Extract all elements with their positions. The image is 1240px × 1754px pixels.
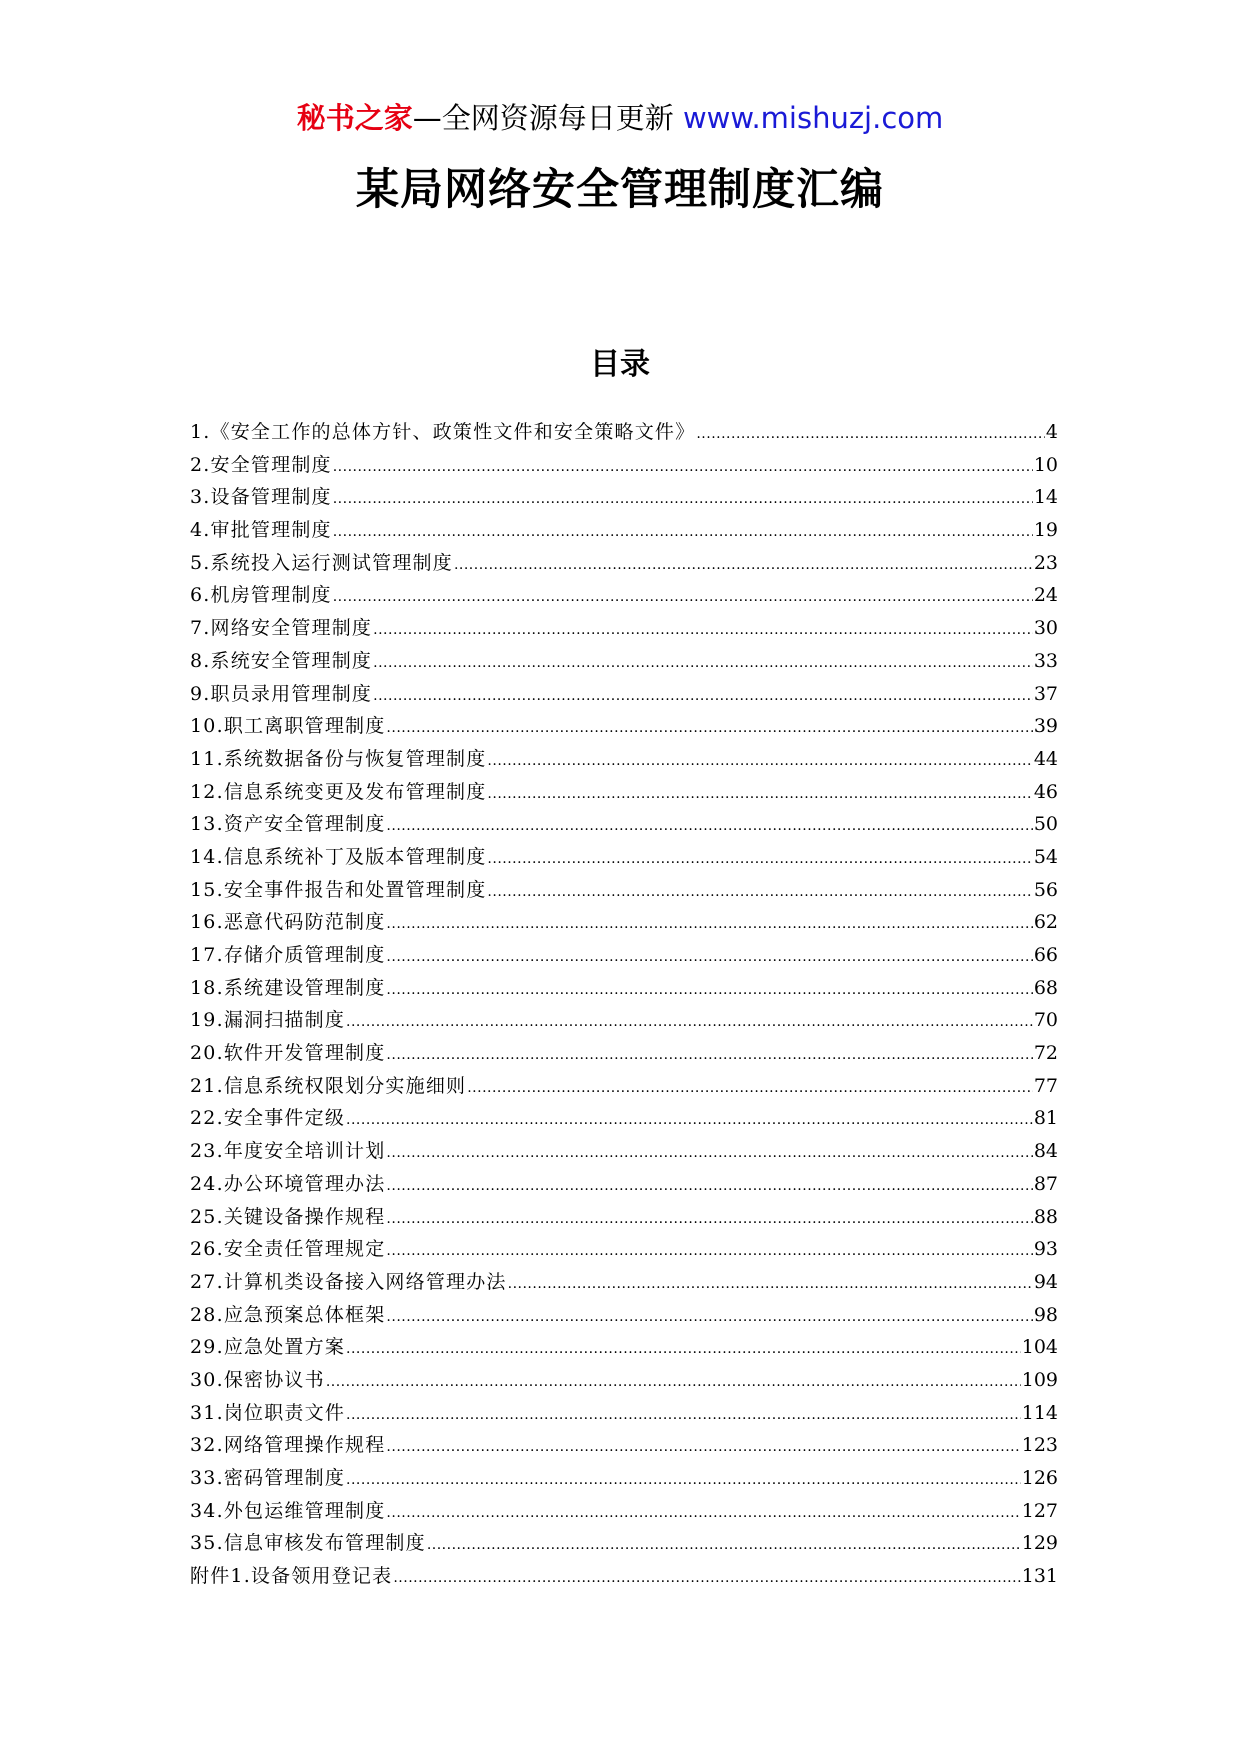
- toc-page-number: 114: [1021, 1401, 1058, 1424]
- toc-dot-leader: [386, 974, 1032, 1007]
- toc-entry-title: 32.网络管理操作规程: [190, 1434, 386, 1457]
- toc-entry-title: 25.关键设备操作规程: [190, 1205, 386, 1228]
- toc-entry-title: 2.安全管理制度: [190, 453, 332, 476]
- toc-entry-title: 19.漏洞扫描制度: [190, 1009, 346, 1032]
- toc-page-number: 77: [1033, 1074, 1058, 1097]
- toc-page-number: 127: [1021, 1499, 1058, 1522]
- toc-page-number: 126: [1021, 1467, 1058, 1489]
- toc-entry-title: 33.密码管理制度: [190, 1467, 346, 1489]
- toc-dot-leader: [386, 908, 1032, 941]
- toc-page-number: 46: [1033, 780, 1058, 803]
- toc-entry-title: 21.信息系统权限划分实施细则: [190, 1074, 467, 1097]
- toc-entry-title: 27.计算机类设备接入网络管理办法: [190, 1270, 507, 1293]
- toc-page-number: 50: [1033, 813, 1058, 836]
- toc-entry-title: 31.岗位职责文件: [190, 1401, 346, 1424]
- toc-entry[interactable]: [190, 874, 1058, 907]
- toc-page-number: 30: [1033, 617, 1058, 640]
- toc-dot-leader: [427, 1529, 1021, 1562]
- toc-entry[interactable]: [190, 1429, 1058, 1462]
- toc-entry[interactable]: [190, 1102, 1058, 1135]
- toc-entry[interactable]: [190, 481, 1058, 514]
- toc-entry[interactable]: [190, 1560, 1058, 1593]
- toc-entry[interactable]: [190, 1299, 1058, 1332]
- toc-page-number: 131: [1021, 1565, 1058, 1588]
- toc-dot-leader: [386, 712, 1032, 745]
- toc-entry[interactable]: [190, 710, 1058, 743]
- toc-entry-title: 14.信息系统补丁及版本管理制度: [190, 845, 487, 868]
- toc-dot-leader: [373, 647, 1033, 680]
- toc-page-number: 98: [1033, 1303, 1058, 1326]
- toc-entry-title: 30.保密协议书: [190, 1368, 325, 1391]
- toc-page-number: 84: [1033, 1140, 1058, 1163]
- toc-entry-title: 18.系统建设管理制度: [190, 976, 386, 999]
- toc-dot-leader: [386, 810, 1032, 843]
- toc-entry-title: 1.《安全工作的总体方针、政策性文件和安全策略文件》: [190, 421, 696, 443]
- toc-entry[interactable]: [190, 1462, 1058, 1495]
- toc-page-number: 54: [1033, 845, 1058, 868]
- toc-dot-leader: [333, 451, 1033, 484]
- toc-page-number: 56: [1033, 878, 1058, 901]
- toc-entry[interactable]: [190, 1070, 1058, 1103]
- toc-dot-leader: [373, 614, 1033, 647]
- toc-dot-leader: [346, 1333, 1021, 1366]
- toc-entry-title: 23.年度安全培训计划: [190, 1140, 386, 1163]
- toc-entry[interactable]: [190, 678, 1058, 711]
- toc-entry-title: 17.存储介质管理制度: [190, 944, 386, 966]
- toc-dot-leader: [346, 1006, 1033, 1039]
- toc-entry-title: 9.职员录用管理制度: [190, 682, 373, 705]
- toc-entry[interactable]: [190, 1397, 1058, 1430]
- toc-dot-leader: [386, 1203, 1032, 1236]
- toc-dot-leader: [386, 1137, 1032, 1170]
- site-banner: [0, 98, 1240, 138]
- toc-page-number: 94: [1033, 1270, 1058, 1293]
- toc-dot-leader: [487, 876, 1032, 909]
- toc-entry[interactable]: [190, 1201, 1058, 1234]
- toc-entry[interactable]: [190, 841, 1058, 874]
- toc-page-number: 24: [1033, 584, 1058, 607]
- toc-page-number: 87: [1033, 1172, 1058, 1195]
- toc-page-number: 70: [1033, 1009, 1058, 1032]
- toc-entry-title: 8.系统安全管理制度: [190, 649, 373, 672]
- toc-dot-leader: [386, 941, 1032, 974]
- toc-entry[interactable]: [190, 1331, 1058, 1364]
- toc-page-number: 104: [1021, 1336, 1058, 1359]
- toc-dot-leader: [386, 1431, 1020, 1464]
- toc-entry-title: 7.网络安全管理制度: [190, 617, 373, 640]
- toc-dot-leader: [487, 843, 1032, 876]
- toc-dot-leader: [487, 778, 1032, 811]
- toc-dot-leader: [386, 1170, 1032, 1203]
- brand-name: 秘书之家: [296, 101, 413, 135]
- toc-dot-leader: [696, 418, 1045, 451]
- toc-entry-title: 34.外包运维管理制度: [190, 1499, 386, 1522]
- toc-entry[interactable]: [190, 1266, 1058, 1299]
- toc-page-number: 39: [1033, 715, 1058, 738]
- toc-entry[interactable]: [190, 449, 1058, 482]
- toc-page-number: 37: [1033, 682, 1058, 705]
- document-title: 某局网络安全管理制度汇编: [356, 165, 884, 215]
- toc-entry-title: 10.职工离职管理制度: [190, 715, 386, 738]
- toc-heading: 目录: [590, 347, 650, 382]
- toc-page-number: 66: [1033, 944, 1058, 966]
- toc-entry-title: 附件1.设备领用登记表: [190, 1565, 393, 1588]
- toc-dot-leader: [333, 483, 1033, 516]
- toc-entry-title: 15.安全事件报告和处置管理制度: [190, 878, 487, 901]
- toc-entry-title: 5.系统投入运行测试管理制度: [190, 551, 453, 574]
- toc-entry[interactable]: [190, 612, 1058, 645]
- toc-dot-leader: [333, 516, 1033, 549]
- toc-dot-leader: [386, 1039, 1032, 1072]
- toc-dot-leader: [333, 581, 1033, 614]
- toc-entry[interactable]: [190, 1168, 1058, 1201]
- slogan-text: —全网资源每日更新: [412, 101, 683, 135]
- toc-entry-title: 29.应急处置方案: [190, 1336, 346, 1359]
- toc-page-number: 10: [1033, 453, 1058, 476]
- toc-entry[interactable]: [190, 547, 1058, 580]
- toc-entry[interactable]: [190, 776, 1058, 809]
- table-of-contents: [190, 416, 1058, 1593]
- toc-page-number: 44: [1033, 747, 1058, 770]
- toc-dot-leader: [508, 1268, 1033, 1301]
- toc-page-number: 23: [1033, 551, 1058, 574]
- toc-entry-title: 35.信息审核发布管理制度: [190, 1532, 426, 1555]
- toc-entry[interactable]: [190, 645, 1058, 678]
- site-url-link[interactable]: www.mishuzj.com: [682, 101, 944, 135]
- toc-entry[interactable]: [190, 1037, 1058, 1070]
- toc-entry[interactable]: [190, 1233, 1058, 1266]
- toc-page-number: 62: [1033, 911, 1058, 934]
- toc-entry-title: 12.信息系统变更及发布管理制度: [190, 780, 487, 803]
- toc-dot-leader: [346, 1399, 1021, 1432]
- toc-entry-title: 11.系统数据备份与恢复管理制度: [190, 747, 487, 770]
- toc-dot-leader: [386, 1235, 1032, 1268]
- toc-dot-leader: [393, 1562, 1020, 1595]
- toc-page-number: 33: [1033, 649, 1058, 672]
- toc-dot-leader: [386, 1497, 1020, 1530]
- toc-dot-leader: [454, 549, 1033, 582]
- toc-page-number: 88: [1033, 1205, 1058, 1228]
- toc-page-number: 123: [1021, 1434, 1058, 1457]
- toc-entry[interactable]: [190, 1004, 1058, 1037]
- toc-entry-title: 6.机房管理制度: [190, 584, 332, 607]
- toc-dot-leader: [346, 1104, 1033, 1137]
- toc-entry[interactable]: [190, 579, 1058, 612]
- toc-dot-leader: [373, 680, 1033, 713]
- toc-entry-title: 24.办公环境管理办法: [190, 1172, 386, 1195]
- toc-entry[interactable]: [190, 1527, 1058, 1560]
- toc-entry-title: 28.应急预案总体框架: [190, 1303, 386, 1326]
- toc-entry-title: 26.安全责任管理规定: [190, 1238, 386, 1261]
- toc-page-number: 129: [1021, 1532, 1058, 1555]
- toc-entry[interactable]: [190, 416, 1058, 449]
- toc-page-number: 109: [1021, 1368, 1058, 1391]
- toc-entry[interactable]: [190, 972, 1058, 1005]
- toc-dot-leader: [326, 1366, 1021, 1399]
- toc-entry-title: 22.安全事件定级: [190, 1107, 346, 1130]
- toc-dot-leader: [346, 1464, 1021, 1497]
- toc-entry-title: 4.审批管理制度: [190, 519, 332, 542]
- toc-page-number: 4: [1045, 421, 1058, 443]
- toc-entry-title: 3.设备管理制度: [190, 486, 332, 509]
- toc-entry[interactable]: [190, 1135, 1058, 1168]
- toc-entry[interactable]: [190, 514, 1058, 547]
- toc-entry-title: 13.资产安全管理制度: [190, 813, 386, 836]
- toc-entry[interactable]: [190, 906, 1058, 939]
- toc-entry-title: 16.恶意代码防范制度: [190, 911, 386, 934]
- toc-dot-leader: [386, 1301, 1032, 1334]
- toc-entry[interactable]: [190, 808, 1058, 841]
- toc-page-number: 14: [1033, 486, 1058, 509]
- toc-page-number: 68: [1033, 976, 1058, 999]
- toc-page-number: 72: [1033, 1042, 1058, 1065]
- toc-page-number: 19: [1033, 519, 1058, 542]
- toc-entry-title: 20.软件开发管理制度: [190, 1042, 386, 1065]
- toc-entry[interactable]: [190, 743, 1058, 776]
- toc-dot-leader: [467, 1072, 1033, 1105]
- toc-dot-leader: [487, 745, 1032, 778]
- toc-entry[interactable]: [190, 1364, 1058, 1397]
- toc-entry[interactable]: [190, 1495, 1058, 1528]
- toc-entry[interactable]: [190, 939, 1058, 972]
- toc-page-number: 93: [1033, 1238, 1058, 1261]
- toc-page-number: 81: [1033, 1107, 1058, 1130]
